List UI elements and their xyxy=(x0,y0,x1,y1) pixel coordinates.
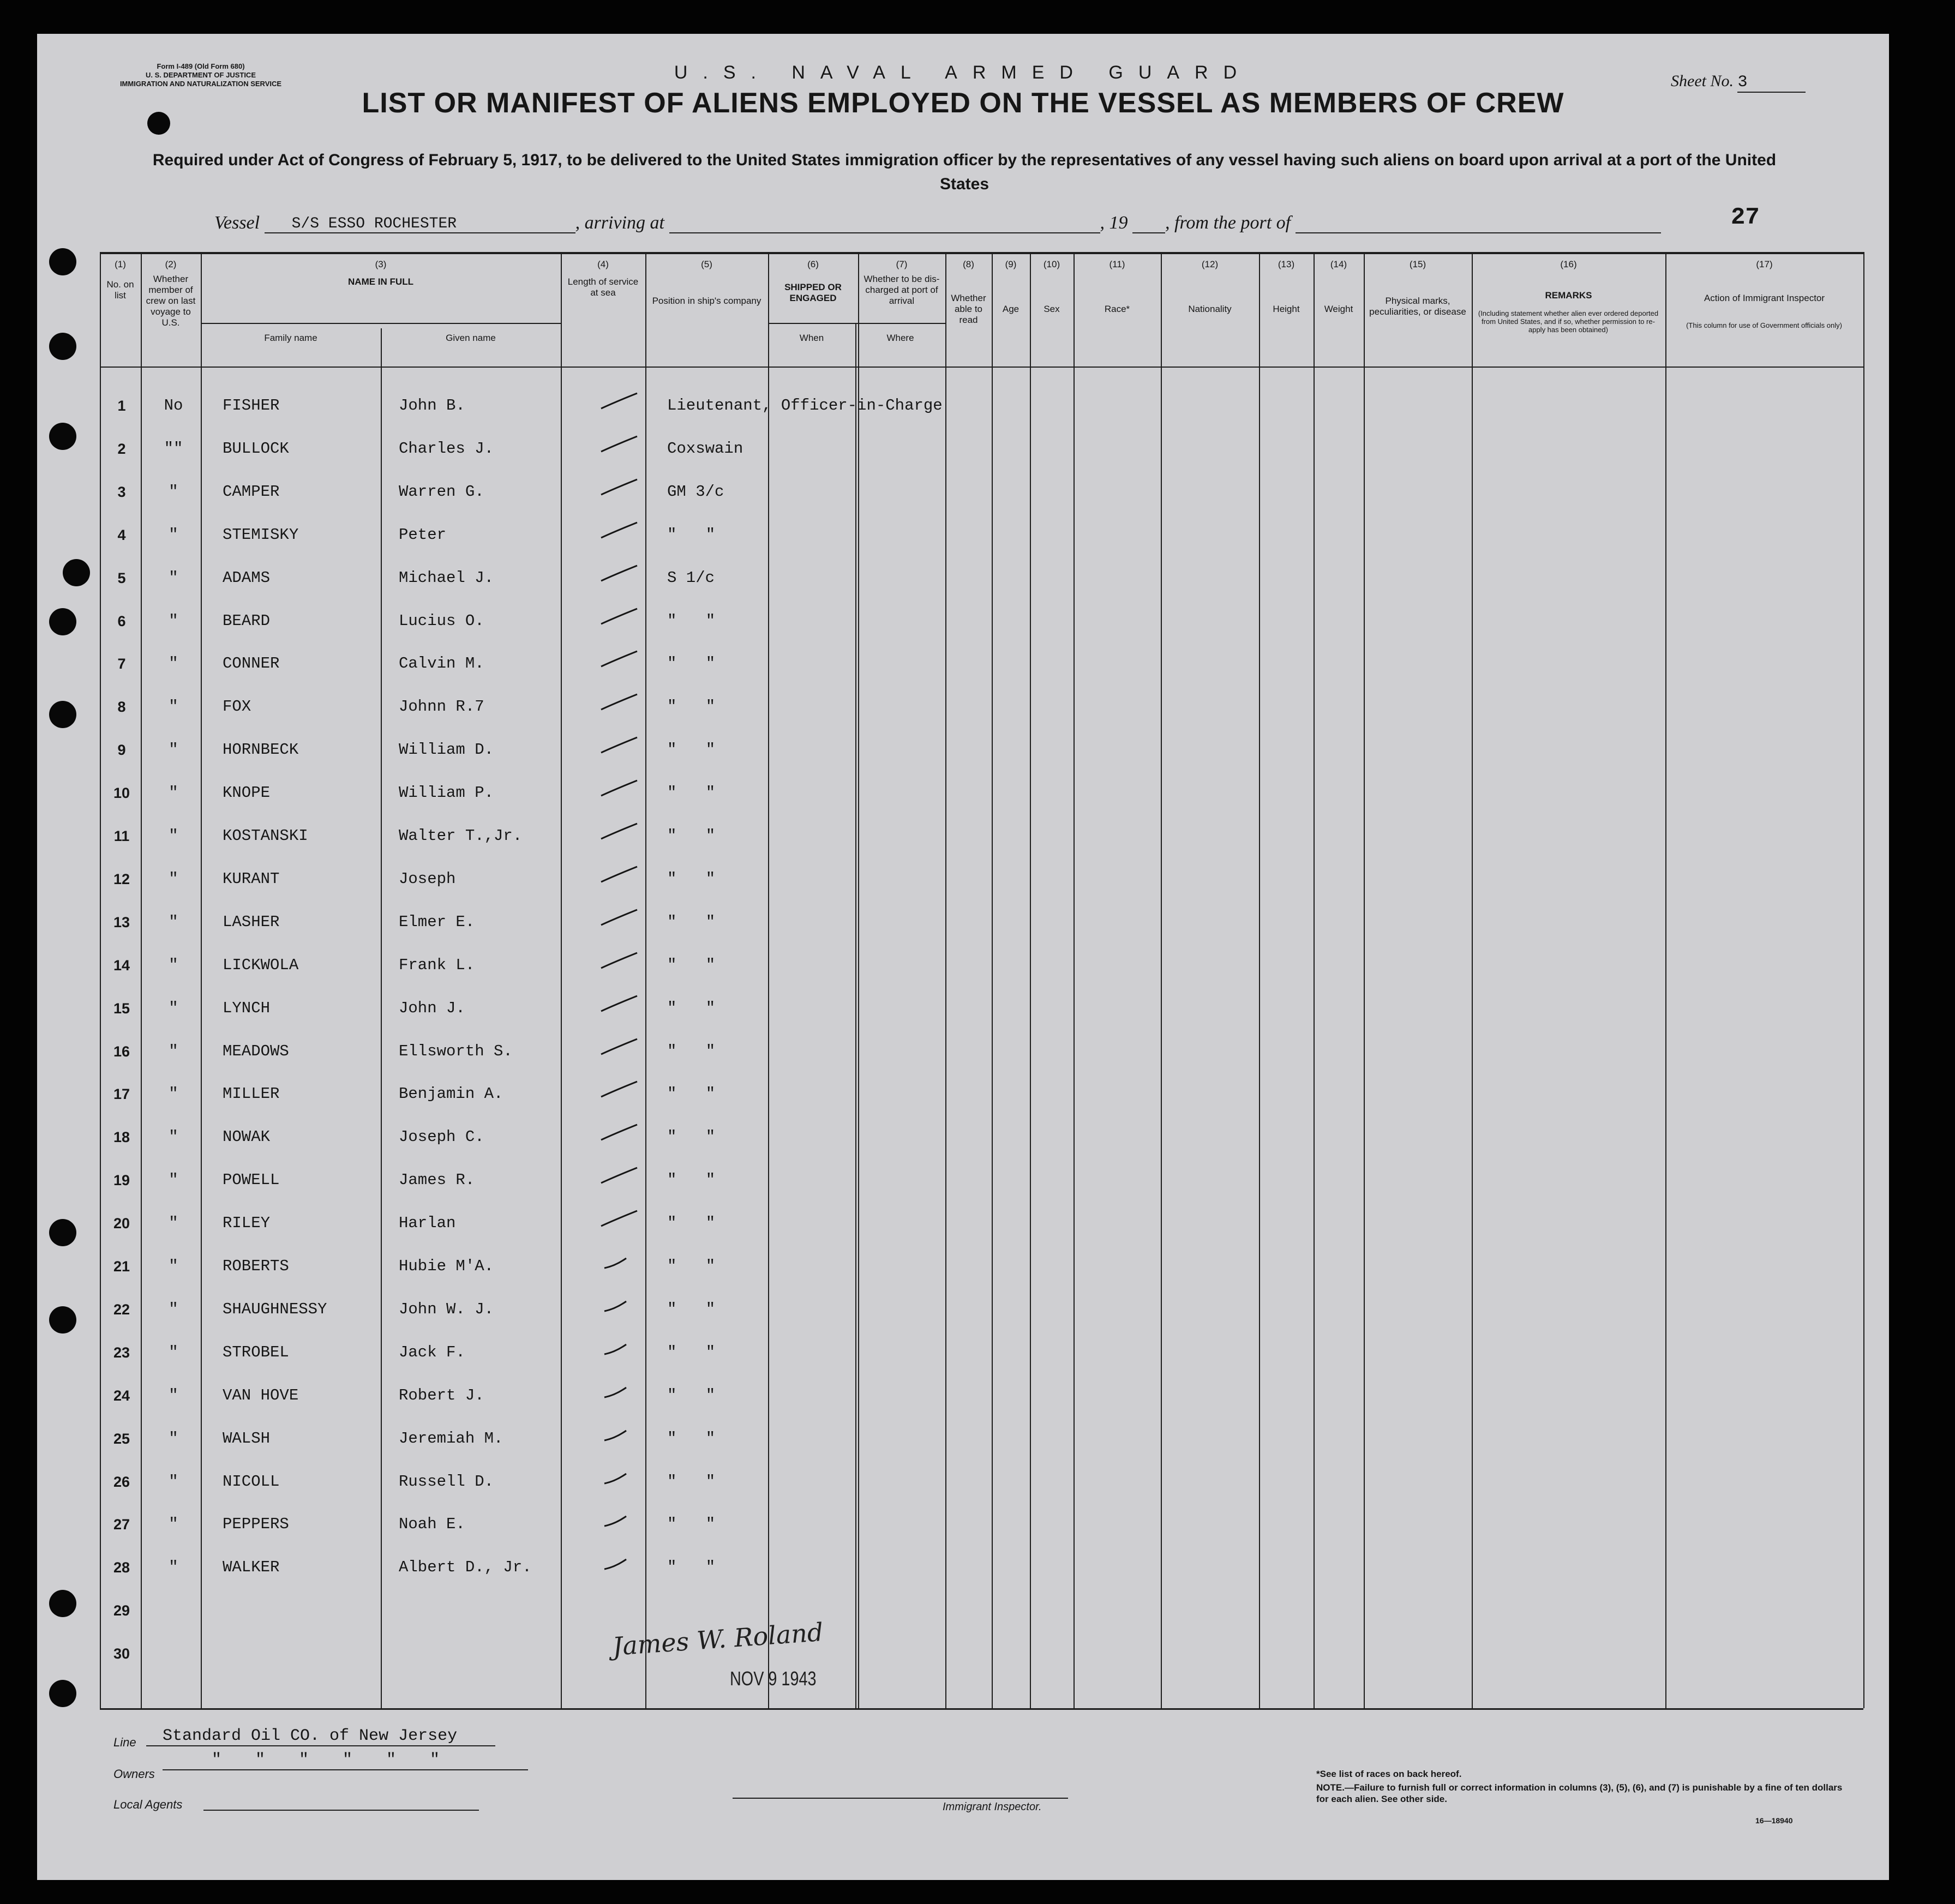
table-bottom-rule xyxy=(100,1708,1863,1710)
punch-hole xyxy=(49,608,76,635)
previous-voyage: " xyxy=(169,956,178,974)
position: Lieutenant, Officer-in-Charge xyxy=(667,397,943,415)
arriving-at xyxy=(669,232,1100,233)
punch-hole xyxy=(49,1590,76,1617)
agents-value xyxy=(203,1791,479,1811)
given-name: William P. xyxy=(399,784,494,802)
penalty-note: NOTE.—Failure to furnish full or correct information in columns (3), (5), (6), and (7) is punishable by a fine of ten dollars for each alien. See other side. xyxy=(1316,1782,1843,1804)
check-mark-icon xyxy=(599,1424,643,1444)
position: " " xyxy=(667,956,725,974)
family-name: BEARD xyxy=(223,611,271,630)
service-label: U.S. NAVAL ARMED GUARD xyxy=(674,62,1252,83)
family-name: KURANT xyxy=(223,869,280,888)
column-heading: Whether member of crew on last voyage to U.S. xyxy=(146,274,196,328)
check-mark-icon xyxy=(599,1122,643,1142)
family-name: CONNER xyxy=(223,654,280,673)
row-number: 26 xyxy=(113,1473,130,1490)
given-name: Michael J. xyxy=(399,568,494,587)
family-name: POWELL xyxy=(223,1171,280,1190)
row-number: 24 xyxy=(113,1387,130,1404)
given-name: Ellsworth S. xyxy=(399,1042,513,1060)
family-name: VAN HOVE xyxy=(223,1386,299,1404)
owners-label: Owners xyxy=(113,1767,155,1781)
given-name: Robert J. xyxy=(399,1386,484,1404)
column-number: (4) xyxy=(597,259,609,269)
family-name: ROBERTS xyxy=(223,1257,289,1275)
given-name: John B. xyxy=(399,397,465,415)
sheet-number: Sheet No. 3 xyxy=(1671,72,1806,93)
row-number: 13 xyxy=(113,914,130,930)
given-name: Elmer E. xyxy=(399,912,475,931)
family-name: MEADOWS xyxy=(223,1042,289,1060)
column-number: (13) xyxy=(1278,259,1295,269)
family-name: CAMPER xyxy=(223,482,280,501)
given-name: Frank L. xyxy=(399,956,475,974)
punch-hole xyxy=(49,1306,76,1334)
column-heading: Weight xyxy=(1324,304,1353,314)
check-mark-icon xyxy=(599,1166,643,1185)
row-number: 25 xyxy=(113,1430,130,1447)
previous-voyage: "" xyxy=(164,439,183,458)
column-rule xyxy=(1472,252,1473,1708)
row-number: 19 xyxy=(113,1172,130,1189)
check-mark-icon xyxy=(599,821,643,841)
form-code: 16—18940 xyxy=(1755,1816,1793,1825)
position: " " xyxy=(667,1515,725,1534)
column-rule xyxy=(201,252,202,1708)
family-name: STROBEL xyxy=(223,1343,289,1361)
inspector-signature: James W. Roland xyxy=(611,1617,824,1661)
given-name: Benjamin A. xyxy=(399,1085,503,1103)
from-port xyxy=(1296,232,1661,233)
check-mark-icon xyxy=(599,994,643,1013)
row-number: 3 xyxy=(117,483,126,500)
column-heading: Action of Immigrant Inspector xyxy=(1704,293,1825,303)
position: " " xyxy=(667,1042,725,1060)
line-value: Standard Oil CO. of New Jersey xyxy=(146,1727,495,1746)
family-name: LASHER xyxy=(223,912,280,931)
column-rule xyxy=(1030,252,1031,1708)
punch-hole xyxy=(49,1219,76,1246)
given-name: William D. xyxy=(399,741,494,759)
column-number: (7) xyxy=(896,259,908,269)
position: " " xyxy=(667,1214,725,1233)
family-name: HORNBECK xyxy=(223,741,299,759)
position: " " xyxy=(667,1429,725,1447)
previous-voyage: " xyxy=(169,999,178,1017)
column-number: (1) xyxy=(115,259,126,269)
position: " " xyxy=(667,1085,725,1103)
position: S 1/c xyxy=(667,568,715,587)
column-rule xyxy=(561,252,562,1708)
column-rule xyxy=(945,252,946,1708)
family-name: LICKWOLA xyxy=(223,956,299,974)
previous-voyage: " xyxy=(169,1214,178,1233)
row-number: 16 xyxy=(113,1043,130,1060)
given-name: Peter xyxy=(399,525,447,544)
check-mark-icon xyxy=(599,1209,643,1228)
check-mark-icon xyxy=(599,434,643,454)
row-number: 8 xyxy=(117,699,126,716)
previous-voyage: " xyxy=(169,1558,178,1577)
position: " " xyxy=(667,525,725,544)
position: " " xyxy=(667,1558,725,1577)
check-mark-icon xyxy=(599,477,643,497)
given-name: Calvin M. xyxy=(399,654,484,673)
column-heading: No. on list xyxy=(106,279,134,301)
column-number: (9) xyxy=(1005,259,1017,269)
column-heading: Physical marks, peculiarities, or disease xyxy=(1369,296,1466,317)
page-subtitle: Required under Act of Congress of February 5, 1917, to be delivered to the United States immigration officer by the representatives of any vessel having such aliens on board upon arrival at a port of the United States xyxy=(152,151,1777,193)
family-name: BULLOCK xyxy=(223,439,289,458)
position: " " xyxy=(667,1128,725,1146)
row-number: 20 xyxy=(113,1215,130,1232)
column-rule xyxy=(1161,252,1162,1708)
row-number: 21 xyxy=(113,1258,130,1275)
row-number: 10 xyxy=(113,785,130,802)
page-title: LIST OR MANIFEST OF ALIENS EMPLOYED ON THE VESSEL AS MEMBERS OF CREW xyxy=(362,87,1564,119)
check-mark-icon xyxy=(599,1381,643,1401)
column-number: (3) xyxy=(375,259,387,269)
check-mark-icon xyxy=(599,1338,643,1358)
given-name: Noah E. xyxy=(399,1515,465,1534)
check-mark-icon xyxy=(599,735,643,755)
previous-voyage: " xyxy=(169,1386,178,1404)
position: " " xyxy=(667,1386,725,1404)
column-rule xyxy=(381,328,382,1708)
previous-voyage: " xyxy=(169,1472,178,1491)
family-name: RILEY xyxy=(223,1214,271,1233)
previous-voyage: " xyxy=(169,1429,178,1447)
family-name: LYNCH xyxy=(223,999,271,1017)
column-heading: Whether able to read xyxy=(951,293,986,325)
header-bottom-rule xyxy=(100,367,1863,368)
given-name: John W. J. xyxy=(399,1300,494,1318)
previous-voyage: " xyxy=(169,741,178,759)
previous-voyage: " xyxy=(169,1128,178,1146)
column-heading: NAME IN FULL xyxy=(348,277,413,287)
row-number: 2 xyxy=(117,440,126,457)
column-rule xyxy=(100,252,101,1708)
check-mark-icon xyxy=(599,649,643,669)
row-number: 4 xyxy=(117,526,126,543)
column-heading: Sex xyxy=(1044,304,1060,314)
given-name: Warren G. xyxy=(399,482,484,501)
column-rule xyxy=(1314,252,1315,1708)
previous-voyage: No xyxy=(164,397,183,415)
row-number: 6 xyxy=(117,612,126,629)
previous-voyage: " xyxy=(169,1343,178,1361)
column-number: (8) xyxy=(963,259,974,269)
family-name: SHAUGHNESSY xyxy=(223,1300,327,1318)
previous-voyage: " xyxy=(169,611,178,630)
family-name: PEPPERS xyxy=(223,1515,289,1534)
check-mark-icon xyxy=(599,1252,643,1271)
previous-voyage: " xyxy=(169,1515,178,1534)
position: " " xyxy=(667,1300,725,1318)
inspector-label: Immigrant Inspector. xyxy=(943,1801,1042,1813)
agents-label: Local Agents xyxy=(113,1798,183,1811)
row-number: 15 xyxy=(113,1000,130,1017)
punch-hole xyxy=(147,112,170,135)
column-number: (2) xyxy=(165,259,177,269)
column-heading: SHIPPED OR ENGAGED xyxy=(784,282,842,303)
shipped-subhead-rule xyxy=(768,323,945,324)
races-note: *See list of races on back hereof. xyxy=(1316,1769,1462,1779)
family-name: ADAMS xyxy=(223,568,271,587)
punch-hole xyxy=(49,423,76,450)
previous-voyage: " xyxy=(169,869,178,888)
manifest-sheet xyxy=(37,34,1889,1880)
given-name: Russell D. xyxy=(399,1472,494,1491)
family-name-subhead: Family name xyxy=(264,333,317,343)
given-name: Charles J. xyxy=(399,439,494,458)
name-subhead-rule xyxy=(201,323,561,324)
given-name: Albert D., Jr. xyxy=(399,1558,532,1577)
column-number: (15) xyxy=(1409,259,1426,269)
position: " " xyxy=(667,611,725,630)
row-number: 14 xyxy=(113,957,130,974)
check-mark-icon xyxy=(599,391,643,411)
check-mark-icon xyxy=(599,1295,643,1314)
column-rule xyxy=(645,252,646,1708)
check-mark-icon xyxy=(599,1553,643,1572)
row-number: 23 xyxy=(113,1344,130,1361)
column-rule xyxy=(1863,252,1864,1708)
check-mark-icon xyxy=(599,520,643,540)
given-name: John J. xyxy=(399,999,465,1017)
previous-voyage: " xyxy=(169,827,178,845)
form-reference: Form I-489 (Old Form 680) U. S. DEPARTMENT OF JUSTICE IMMIGRATION AND NATURALIZATION SERVICE xyxy=(119,62,282,88)
position: " " xyxy=(667,1343,725,1361)
row-number: 27 xyxy=(113,1516,130,1533)
row-number: 22 xyxy=(113,1301,130,1318)
previous-voyage: " xyxy=(169,482,178,501)
previous-voyage: " xyxy=(169,568,178,587)
row-number: 1 xyxy=(117,398,126,414)
previous-voyage: " xyxy=(169,698,178,716)
family-name: NOWAK xyxy=(223,1128,271,1146)
column-rule xyxy=(141,252,142,1708)
row-number: 17 xyxy=(113,1086,130,1103)
given-name: Jack F. xyxy=(399,1343,465,1361)
row-number: 11 xyxy=(113,828,130,844)
given-name: Jeremiah M. xyxy=(399,1429,503,1447)
position: " " xyxy=(667,912,725,931)
vessel-line: Vessel S/S ESSO ROCHESTER , arriving at , 19 , from the port of xyxy=(214,213,1661,233)
inspector-note: (This column for use of Government officials only) xyxy=(1686,321,1842,329)
given-name: Harlan xyxy=(399,1214,456,1233)
column-number: (16) xyxy=(1560,259,1577,269)
given-name: Hubie M'A. xyxy=(399,1257,494,1275)
position: " " xyxy=(667,1472,725,1491)
check-mark-icon xyxy=(599,606,643,626)
position: " " xyxy=(667,698,725,716)
given-name: Joseph xyxy=(399,869,456,888)
family-name: KOSTANSKI xyxy=(223,827,308,845)
position: " " xyxy=(667,999,725,1017)
column-rule xyxy=(1665,252,1666,1708)
position: " " xyxy=(667,1257,725,1275)
position: " " xyxy=(667,1171,725,1190)
previous-voyage: " xyxy=(169,1042,178,1060)
position: GM 3/c xyxy=(667,482,724,501)
row-number: 9 xyxy=(117,742,126,759)
family-name: WALKER xyxy=(223,1558,280,1577)
previous-voyage: " xyxy=(169,1300,178,1318)
given-name: James R. xyxy=(399,1171,475,1190)
previous-voyage: " xyxy=(169,654,178,673)
check-mark-icon xyxy=(599,692,643,712)
column-heading: Length of service at sea xyxy=(567,277,639,298)
check-mark-icon xyxy=(599,1079,643,1099)
row-number: 30 xyxy=(113,1645,130,1662)
previous-voyage: " xyxy=(169,1171,178,1190)
punch-hole xyxy=(49,333,76,360)
given-name: Walter T.,Jr. xyxy=(399,827,523,845)
given-name: Johnn R.7 xyxy=(399,698,484,716)
position: " " xyxy=(667,741,725,759)
when-subhead: When xyxy=(799,333,824,343)
column-rule xyxy=(768,252,769,1708)
date-stamp: NOV 9 1943 xyxy=(730,1667,817,1690)
column-rule xyxy=(858,252,859,1708)
column-heading: Whether to be dis-charged at port of arrival xyxy=(863,274,940,306)
check-mark-icon xyxy=(599,1467,643,1487)
previous-voyage: " xyxy=(169,1257,178,1275)
family-name: FOX xyxy=(223,698,251,716)
row-number: 12 xyxy=(113,870,130,887)
punch-hole xyxy=(49,701,76,728)
column-heading: Race* xyxy=(1104,304,1130,314)
punch-hole xyxy=(63,559,90,586)
column-heading: Age xyxy=(1002,304,1020,314)
column-heading: Height xyxy=(1273,304,1300,314)
remarks-note: (Including statement whether alien ever ordered deported from United States, and if so, whether permission to re-apply has been obtained) xyxy=(1478,309,1659,334)
column-number: (12) xyxy=(1201,259,1219,269)
row-number: 29 xyxy=(113,1602,130,1619)
line-label: Line xyxy=(113,1735,136,1749)
check-mark-icon xyxy=(599,563,643,583)
check-mark-icon xyxy=(599,1037,643,1056)
check-mark-icon xyxy=(599,908,643,927)
position: " " xyxy=(667,827,725,845)
check-mark-icon xyxy=(599,1510,643,1529)
row-number: 7 xyxy=(117,656,126,672)
column-number: (17) xyxy=(1756,259,1773,269)
position: " " xyxy=(667,869,725,888)
table-top-rule xyxy=(100,252,1863,254)
column-rule xyxy=(1074,252,1075,1708)
row-number: 5 xyxy=(117,569,126,586)
sheet-count: 27 xyxy=(1731,204,1760,231)
row-number: 28 xyxy=(113,1559,130,1576)
previous-voyage: " xyxy=(169,525,178,544)
column-rule xyxy=(1364,252,1365,1708)
column-rule xyxy=(992,252,993,1708)
position: " " xyxy=(667,784,725,802)
column-number: (10) xyxy=(1043,259,1060,269)
previous-voyage: " xyxy=(169,1085,178,1103)
given-name: Joseph C. xyxy=(399,1128,484,1146)
row-number: 18 xyxy=(113,1129,130,1146)
position: Coxswain xyxy=(667,439,743,458)
family-name: KNOPE xyxy=(223,784,271,802)
column-rule xyxy=(1259,252,1260,1708)
given-name-subhead: Given name xyxy=(446,333,496,343)
check-mark-icon xyxy=(599,951,643,970)
previous-voyage: " xyxy=(169,784,178,802)
column-number: (6) xyxy=(807,259,819,269)
family-name: FISHER xyxy=(223,397,280,415)
column-heading: Nationality xyxy=(1188,304,1232,314)
vessel-name: S/S ESSO ROCHESTER xyxy=(265,215,575,233)
family-name: STEMISKY xyxy=(223,525,299,544)
family-name: WALSH xyxy=(223,1429,271,1447)
family-name: NICOLL xyxy=(223,1472,280,1491)
column-number: (11) xyxy=(1109,259,1125,269)
year xyxy=(1132,232,1165,233)
given-name: Lucius O. xyxy=(399,611,484,630)
owners-value: " " " " " " xyxy=(163,1751,528,1770)
punch-hole xyxy=(49,248,76,275)
column-heading: REMARKS xyxy=(1545,290,1592,301)
inspector-signature-line xyxy=(733,1798,1068,1799)
family-name: MILLER xyxy=(223,1085,280,1103)
column-rule xyxy=(855,323,856,1708)
position: " " xyxy=(667,654,725,673)
where-subhead: Where xyxy=(886,333,914,343)
punch-hole xyxy=(49,1680,76,1707)
check-mark-icon xyxy=(599,864,643,884)
column-number: (14) xyxy=(1330,259,1347,269)
check-mark-icon xyxy=(599,778,643,798)
previous-voyage: " xyxy=(169,912,178,931)
column-number: (5) xyxy=(701,259,712,269)
column-heading: Position in ship's company xyxy=(652,296,761,306)
